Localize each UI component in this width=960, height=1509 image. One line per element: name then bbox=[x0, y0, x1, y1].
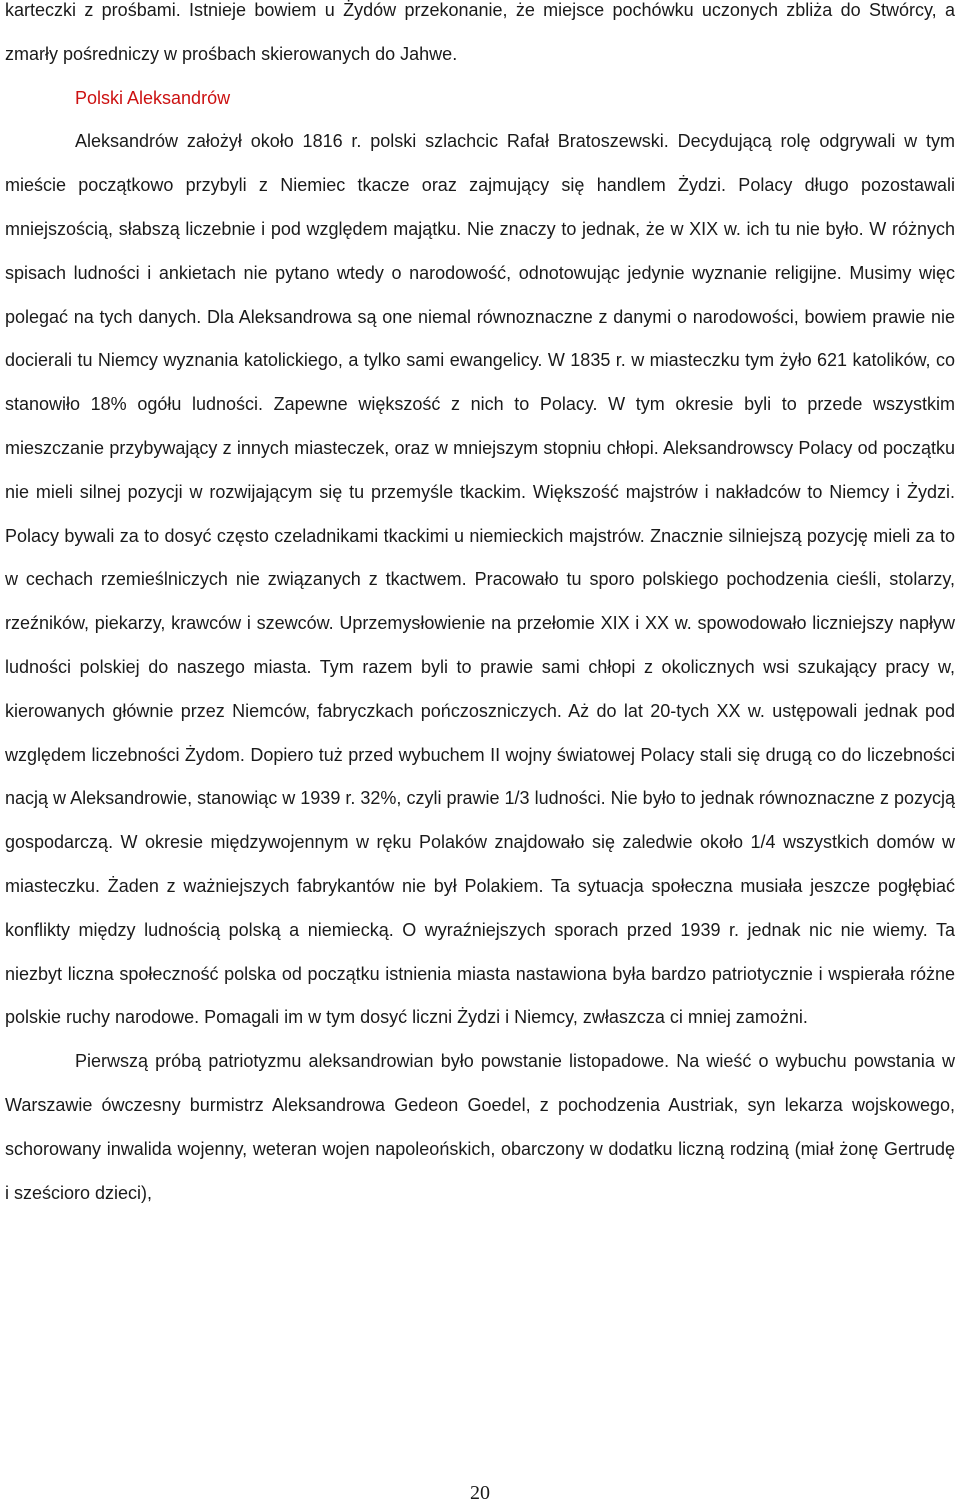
page-number: 20 bbox=[470, 1482, 490, 1504]
section-heading: Polski Aleksandrów bbox=[75, 87, 231, 108]
document-page bbox=[5, 0, 955, 1215]
paragraph-2: Pierwszą próbą patriotyzmu aleksandrowian było powstanie listopadowe. Na wieść o wybuchu powstania w Warszawie ówczesny burmistrz Aleksandrowa Gedeon Goedel, z pochodzenia Austriak, syn lekarza wojskowego, schorowany inwalida wojenny, weteran wojen napoleońskich, obarczony w dodatku liczną rodziną (miał żonę Gertrudę i sześcioro dzieci), bbox=[5, 1051, 955, 1203]
intro-paragraph-fragment: karteczki z prośbami. Istnieje bowiem u Żydów przekonanie, że miejsce pochówku uczonych zbliża do Stwórcy, a zmarły pośredniczy w prośbach skierowanych do Jahwe. bbox=[5, 0, 955, 64]
paragraph-1: Aleksandrów założył około 1816 r. polski szlachcic Rafał Bratoszewski. Decydującą rolę odgrywali w tym mieście początkowo przybyli z Niemiec tkacze oraz zajmujący się handlem Żydzi. Polacy długo pozostawali mniejszością, słabszą liczebnie i pod względem majątku. Nie znaczy to jednak, że w XIX w. ich tu nie było. W różnych spisach ludności i ankietach nie pytano wtedy o narodowość, odnotowując jedynie wyznanie religijne. Musimy więc polegać na tych danych. Dla Aleksandrowa są one niemal równoznaczne z danymi o narodowości, bowiem prawie nie docierali tu Niemcy wyznania katolickiego, a tylko sami ewangelicy. W 1835 r. w miasteczku tym żyło 621 katolików, co stanowiło 18% ogółu ludności. Zapewne większość z nich to Polacy. W tym okresie byli to przede wszystkim mieszczanie przybywający z innych miasteczek, oraz w mniejszym stopniu chłopi. Aleksandrowscy Polacy od początku nie mieli silnej pozycji w rozwijającym się tu przemyśle tkackim. Większość majstrów i nakładców to Niemcy i Żydzi. Polacy bywali za to dosyć często czeladnikami tkackimi u niemieckich majstrów. Znacznie silniejszą pozycję mieli za to w cechach rzemieślniczych nie związanych z tkactwem. Pracowało tu sporo polskiego pochodzenia cieśli, stolarzy, rzeźników, piekarzy, krawców i szewców. Uprzemysłowienie na przełomie XIX i XX w. spowodowało liczniejszy napływ ludności polskiej do naszego miasta. Tym razem byli to prawie sami chłopi z okolicznych wsi szukający pracy w, kierowanych głównie przez Niemców, fabryczkach pończoszniczych. Aż do lat 20-tych XX w. ustępowali jednak pod względem liczebności Żydom. Dopiero tuż przed wybuchem II wojny światowej Polacy stali się drugą co do liczebności nacją w Aleksandrowie, stanowiąc w 1939 r. 32%, czyli prawie 1/3 ludności. Nie było to jednak równoznaczne z pozycją gospodarczą. W okresie międzywojennym w ręku Polaków znajdowało się zaledwie około 1/4 wszystkich domów w miasteczku. Żaden z ważniejszych fabrykantów nie był Polakiem. Ta sytuacja społeczna musiała jeszcze pogłębiać konflikty między ludnością polską a niemiecką. O wyraźniejszych sporach przed 1939 r. jednak nic nie wiemy. Ta niezbyt liczna społeczność polska od początku istnienia miasta nastawiona była bardzo patriotycznie i wspierała różne polskie ruchy narodowe. Pomagali im w tym dosyć liczni Żydzi i Niemcy, zwłaszcza ci mniej zamożni. bbox=[5, 131, 955, 1028]
